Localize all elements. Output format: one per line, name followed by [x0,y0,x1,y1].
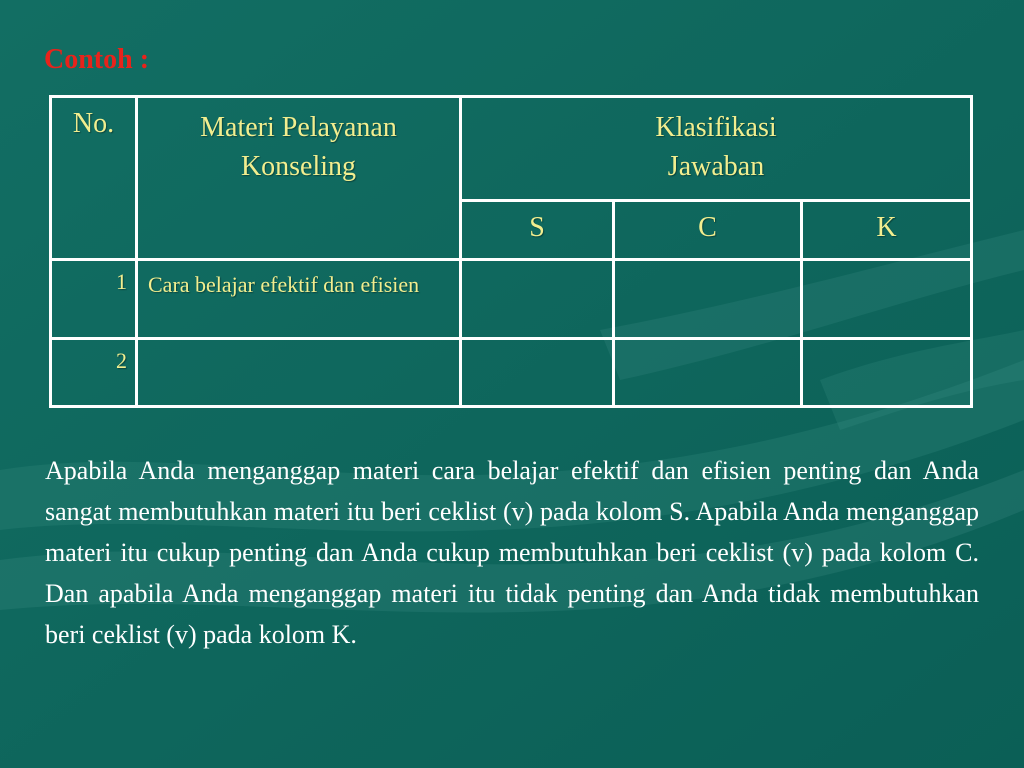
header-klasifikasi [461,97,972,201]
cell-s[interactable] [461,339,614,407]
cell-s[interactable] [461,260,614,339]
cell-c[interactable] [614,260,802,339]
row-materi: Cara belajar efektif dan efisien [137,260,461,339]
header-klasifikasi-line1: Klasifikasi [655,112,777,143]
header-klasifikasi-line2: Jawaban [667,151,765,182]
header-materi [137,97,461,260]
row-number: 2 [51,339,137,407]
header-materi-line1: Materi Pelayanan [200,112,397,143]
row-materi [137,339,461,407]
cell-k[interactable] [802,339,972,407]
header-s: S [461,201,614,260]
table-row [51,260,972,339]
header-k: K [802,201,972,260]
classification-table [49,95,973,408]
instruction-paragraph: Apabila Anda menganggap materi cara belajar efektif dan efisien penting dan Anda sangat membutuhkan materi itu beri ceklist (v) pada kolom S. Apabila Anda menganggap materi itu cukup penting dan Anda cukup membutuhkan beri ceklist (v) pada kolom C. Dan apabila Anda menganggap materi itu tidak penting dan Anda tidak membutuhkan beri ceklist (v) pada kolom K. [45,456,979,649]
header-materi-line2: Konseling [240,151,357,182]
cell-c[interactable] [614,339,802,407]
header-c: C [614,201,802,260]
row-number: 1 [51,260,137,339]
table-row [51,339,972,407]
header-no: No. [51,97,137,260]
cell-k[interactable] [802,260,972,339]
table-header-row [51,97,972,201]
slide-heading: Contoh : [44,44,150,75]
